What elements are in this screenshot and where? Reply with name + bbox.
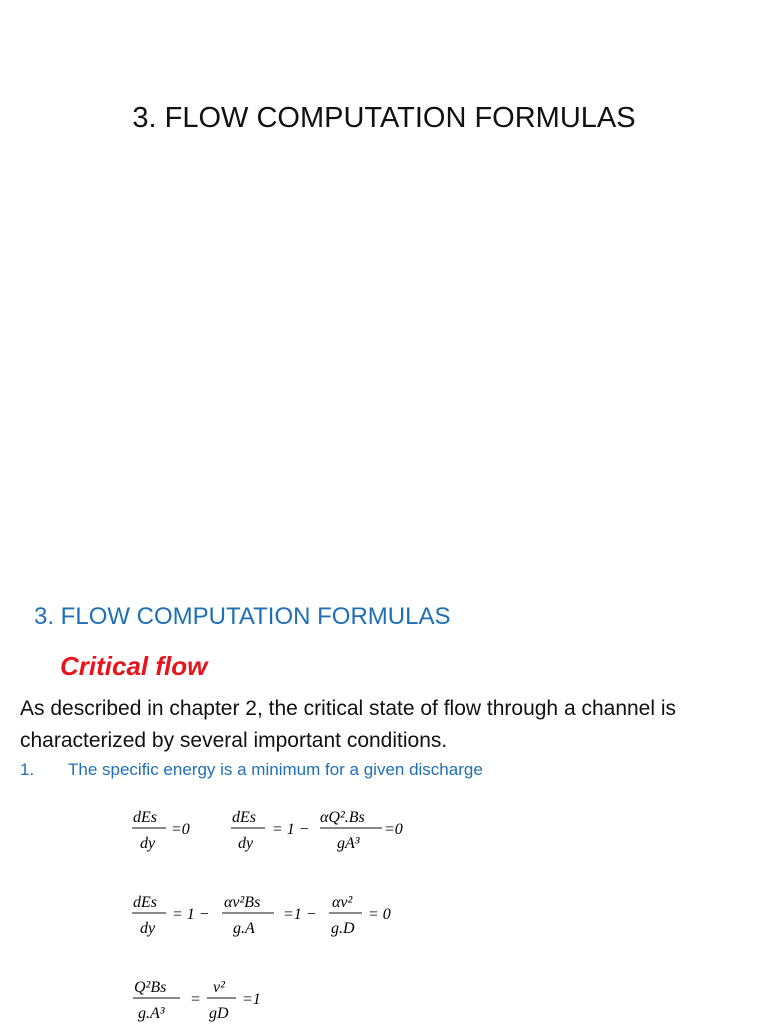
eq4-mid: =	[190, 991, 201, 1008]
slide-1-title: 3. FLOW COMPUTATION FORMULAS	[132, 102, 636, 134]
eq2-equals: = 1 −	[272, 821, 310, 838]
eq1-num: dEs	[133, 809, 157, 826]
eq2-den: dy	[238, 835, 254, 852]
equation-row-3	[130, 974, 290, 1024]
eq3-frac1-den: g.A	[233, 920, 255, 937]
eq2-frac-den: gA³	[337, 835, 360, 852]
subheading: Critical flow	[60, 651, 208, 681]
eq4-frac2-num: v²	[213, 979, 225, 996]
eq4-frac1-num: Q²Bs	[134, 979, 167, 996]
eq2-frac-num: αQ².Bs	[320, 809, 365, 826]
list-item	[20, 760, 483, 780]
eq4-rhs: =1	[242, 991, 261, 1008]
eq3-frac1-num: αv²Bs	[224, 894, 261, 911]
eq3-frac2-den: g.D	[331, 920, 355, 937]
slide-2-title: 3. FLOW COMPUTATION FORMULAS	[34, 603, 451, 630]
equation-row-2	[130, 889, 420, 941]
list-item-number: 1.	[20, 760, 35, 779]
slide-2	[0, 576, 768, 1024]
eq3-num: dEs	[133, 894, 157, 911]
eq3-rhs: = 0	[368, 906, 391, 923]
eq1-rhs: =0	[171, 821, 190, 838]
list-item-text: The specific energy is a minimum for a given discharge	[68, 760, 483, 779]
eq3-equals: = 1 −	[172, 906, 210, 923]
intro-paragraph: As described in chapter 2, the critical state of flow through a channel is characterized by several important conditions.	[20, 697, 677, 752]
eq3-frac2-num: αv²	[332, 894, 353, 911]
eq2-num: dEs	[232, 809, 256, 826]
eq2-rhs: =0	[384, 821, 403, 838]
eq1-den: dy	[140, 835, 156, 852]
eq3-den: dy	[140, 920, 156, 937]
eq3-mid: =1 −	[283, 906, 317, 923]
eq4-frac1-den: g.A³	[138, 1005, 165, 1022]
equation-row-1	[130, 804, 430, 856]
eq4-frac2-den: gD	[209, 1005, 229, 1022]
